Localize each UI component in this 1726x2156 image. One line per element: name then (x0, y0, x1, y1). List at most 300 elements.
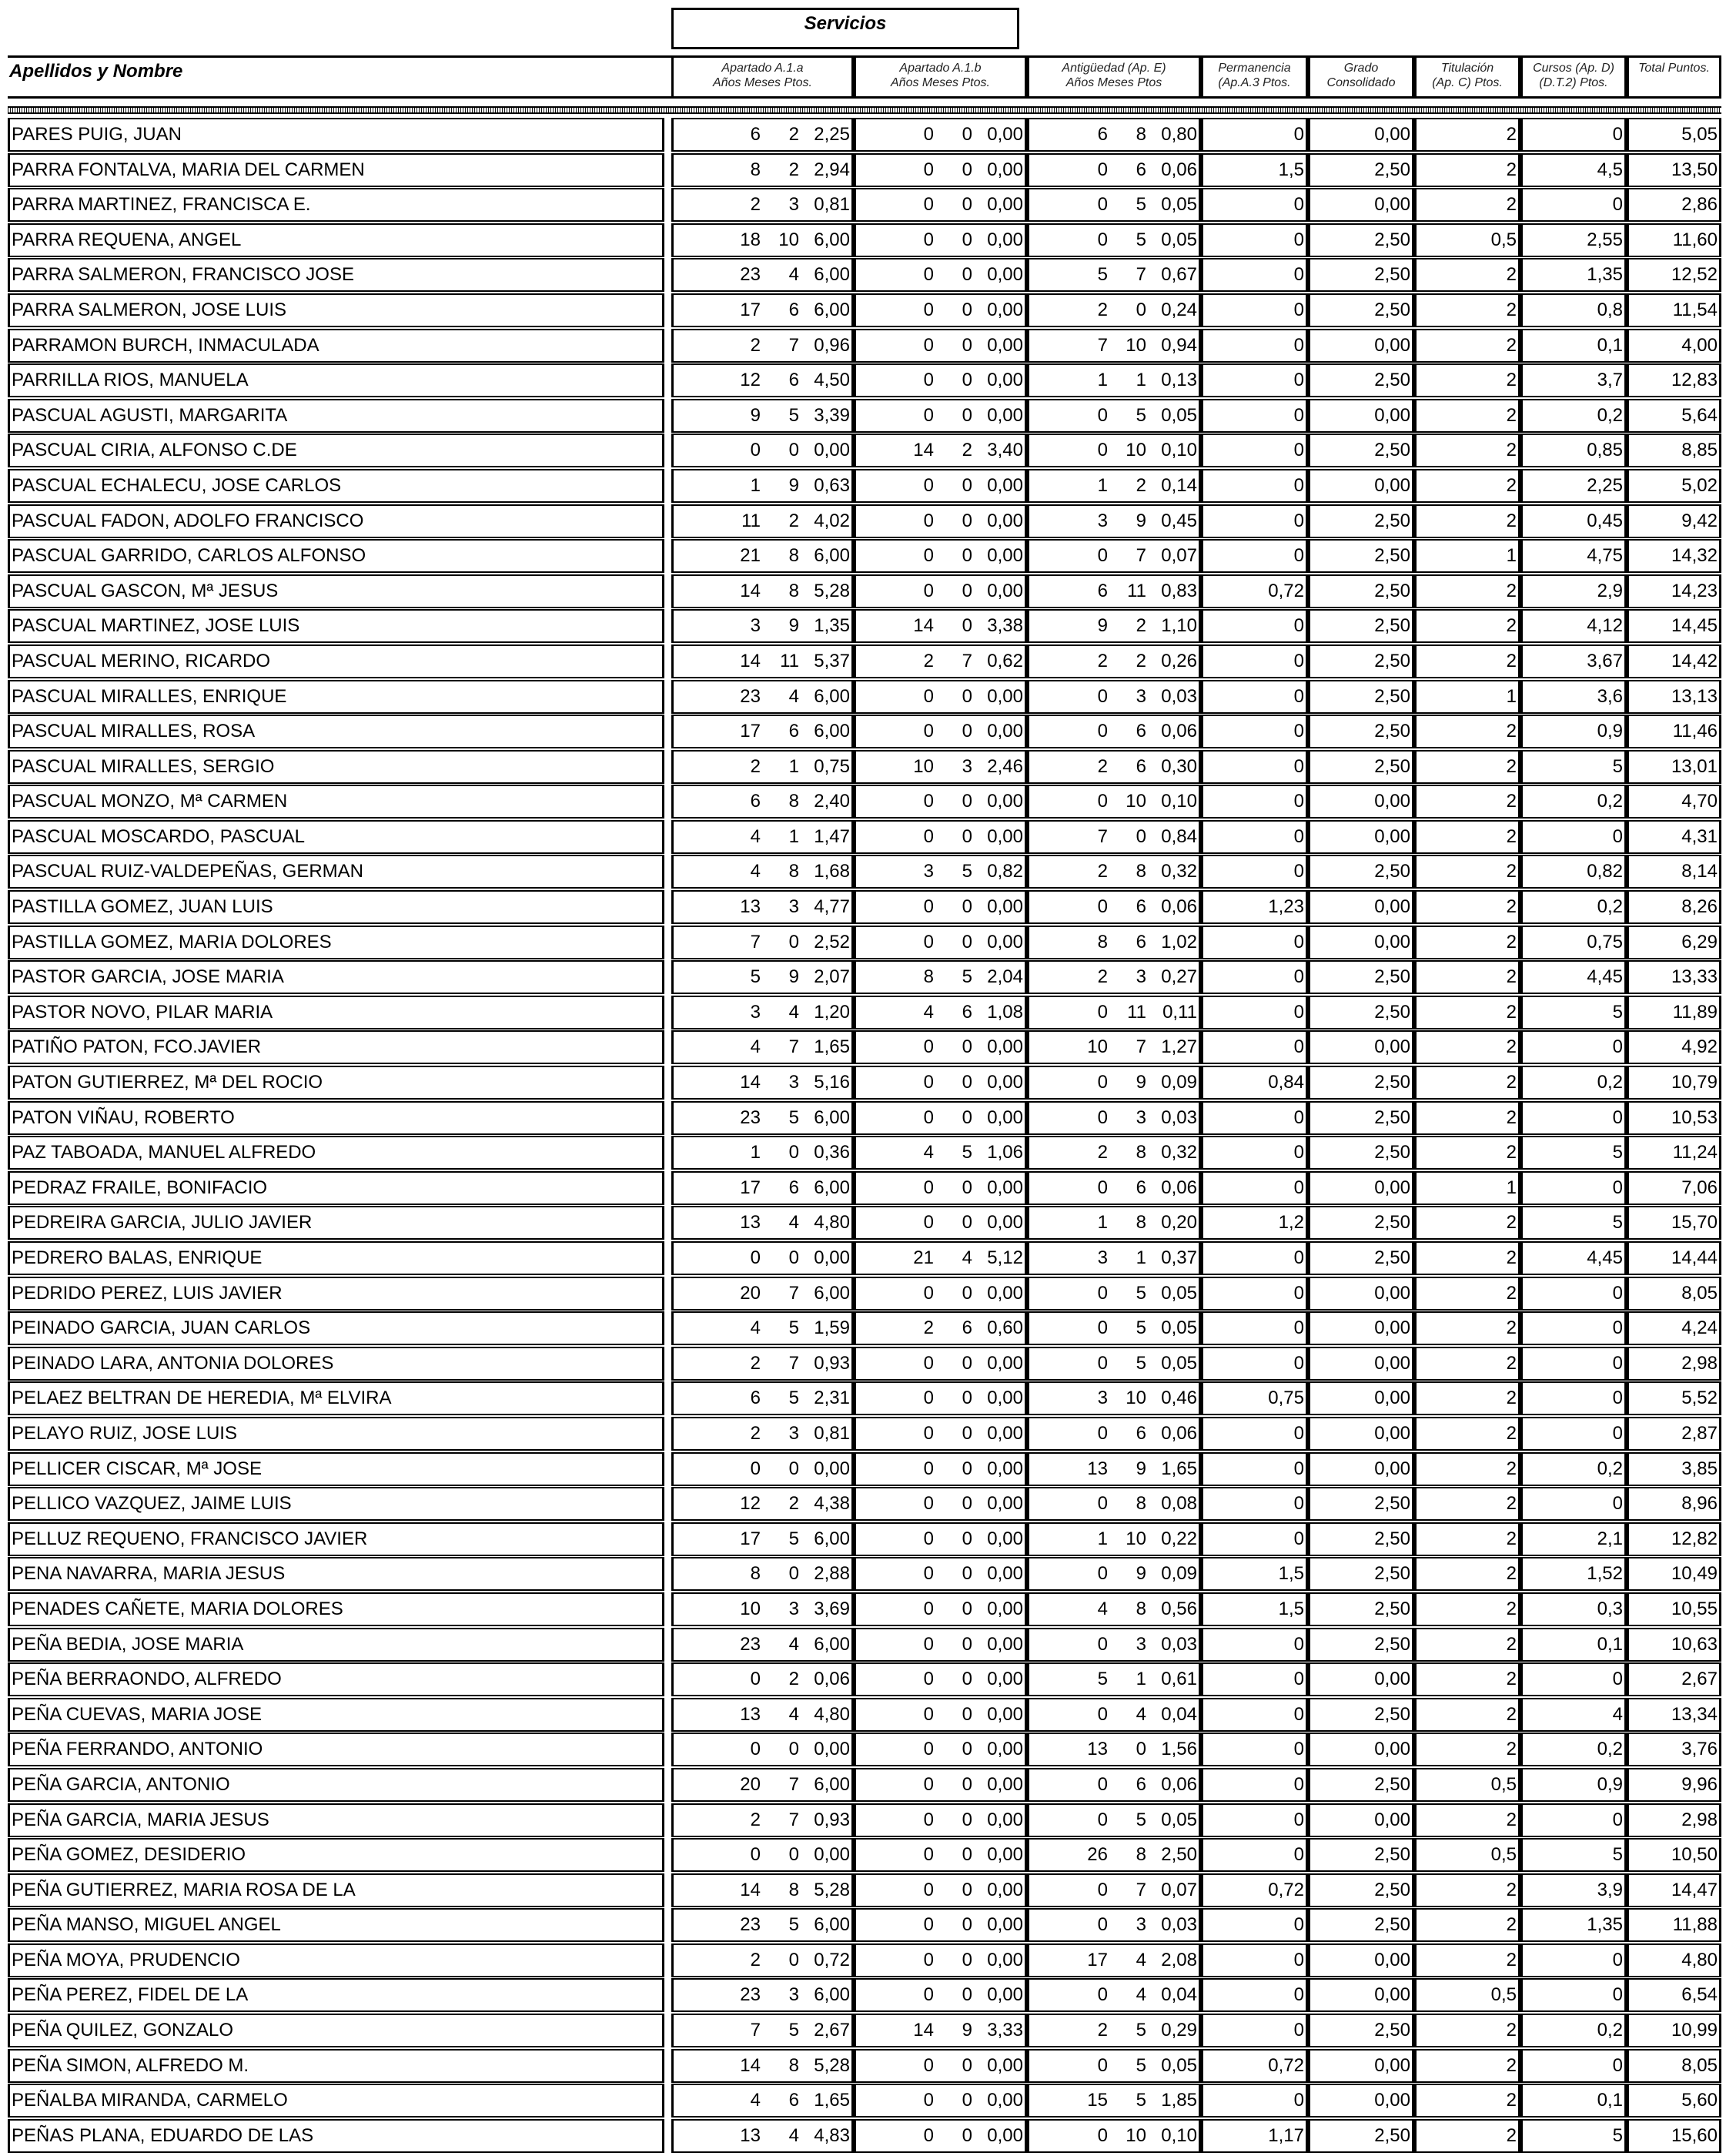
cell-titulacion: 2 (1414, 1381, 1520, 1415)
value-months: 3 (788, 194, 799, 216)
cell-total: 14,23 (1627, 574, 1721, 608)
cell-name: PASCUAL MERINO, RICARDO (8, 644, 664, 678)
cell-a1a (671, 1592, 854, 1626)
cell-a1b (854, 1171, 1027, 1205)
value-points: 0,00 (987, 1879, 1023, 1900)
table-row (8, 2014, 1721, 2049)
value-months: 1 (1136, 1669, 1146, 1690)
value-points: 1,65 (1161, 1458, 1197, 1479)
value-years: 1 (750, 1142, 761, 1163)
cell-titulacion: 2 (1414, 118, 1520, 152)
cell-permanencia: 1,23 (1201, 890, 1308, 924)
header-a1a-line1: Apartado A.1.a (721, 62, 804, 75)
cell-antiguedad (1027, 2014, 1201, 2047)
cell-total: 4,00 (1627, 329, 1721, 363)
value-points: 0,36 (814, 1142, 850, 1163)
cell-antiguedad (1027, 960, 1201, 994)
value-years: 0 (1097, 545, 1108, 567)
header-a1b-line1: Apartado A.1.b (899, 62, 982, 75)
value-points: 0,14 (1161, 474, 1197, 496)
value-months: 10 (1126, 791, 1146, 812)
value-points: 1,27 (1161, 1036, 1197, 1058)
cell-name: PEINADO GARCIA, JUAN CARLOS (8, 1311, 664, 1345)
cell-a1a (671, 1381, 854, 1415)
value-points: 0,00 (987, 1352, 1023, 1374)
cell-grado: 2,50 (1308, 2014, 1414, 2047)
cell-permanencia: 0 (1201, 1452, 1308, 1486)
value-years: 14 (913, 615, 934, 637)
value-points: 0,00 (987, 1703, 1023, 1725)
value-years: 0 (1097, 1317, 1108, 1339)
cell-cursos: 0 (1520, 1978, 1627, 2012)
value-years: 11 (741, 510, 761, 531)
cell-antiguedad (1027, 1768, 1201, 1802)
value-years: 0 (923, 159, 934, 180)
value-years: 14 (913, 440, 934, 461)
value-points: 0,60 (987, 1317, 1023, 1339)
cell-antiguedad (1027, 1628, 1201, 1662)
table-row (8, 153, 1721, 189)
cell-name: PEDRAZ FRAILE, BONIFACIO (8, 1171, 664, 1205)
value-years: 0 (923, 1422, 934, 1444)
table-row (8, 539, 1721, 574)
cell-titulacion: 2 (1414, 1452, 1520, 1486)
cell-a1a (671, 1487, 854, 1521)
value-years: 13 (1087, 1458, 1108, 1479)
cell-grado: 0,00 (1308, 1943, 1414, 1977)
value-months: 2 (788, 124, 799, 145)
cell-a1a (671, 890, 854, 924)
value-points: 0,03 (1161, 1106, 1197, 1128)
cell-a1a (671, 293, 854, 327)
value-months: 4 (788, 2124, 799, 2146)
cell-a1a (671, 1452, 854, 1486)
value-months: 0 (962, 124, 972, 145)
value-years: 0 (923, 685, 934, 707)
cell-permanencia: 0 (1201, 1978, 1308, 2012)
value-years: 8 (923, 966, 934, 988)
cell-permanencia: 0 (1201, 2084, 1308, 2118)
cell-cursos: 0,2 (1520, 890, 1627, 924)
cell-total: 2,98 (1627, 1347, 1721, 1381)
value-years: 10 (913, 755, 934, 777)
cell-antiguedad (1027, 188, 1201, 222)
value-points: 0,06 (814, 1669, 850, 1690)
value-months: 7 (788, 334, 799, 356)
value-months: 8 (1136, 1493, 1146, 1515)
value-months: 4 (788, 1633, 799, 1655)
value-months: 0 (962, 2090, 972, 2111)
cell-titulacion: 2 (1414, 258, 1520, 292)
value-points: 6,00 (814, 545, 850, 567)
cell-grado: 2,50 (1308, 855, 1414, 889)
value-points: 5,37 (814, 650, 850, 671)
value-points: 0,00 (987, 1036, 1023, 1058)
cell-cursos: 0 (1520, 1381, 1627, 1415)
value-years: 2 (1097, 650, 1108, 671)
cell-antiguedad (1027, 1452, 1201, 1486)
value-years: 0 (1097, 1914, 1108, 1936)
value-years: 0 (923, 1773, 934, 1795)
cell-cursos: 3,9 (1520, 1873, 1627, 1907)
value-points: 6,00 (814, 685, 850, 707)
value-years: 0 (923, 1388, 934, 1409)
value-years: 14 (740, 580, 761, 601)
value-points: 0,93 (814, 1809, 850, 1830)
cell-titulacion: 2 (1414, 1417, 1520, 1451)
cell-name: PASCUAL MOSCARDO, PASCUAL (8, 820, 664, 854)
cell-antiguedad (1027, 1206, 1201, 1240)
value-years: 6 (1097, 124, 1108, 145)
value-years: 23 (740, 1106, 761, 1128)
cell-a1a (671, 1873, 854, 1907)
cell-a1a (671, 1662, 854, 1696)
cell-cursos: 0 (1520, 1101, 1627, 1135)
value-points: 0,10 (1161, 791, 1197, 812)
value-years: 21 (913, 1247, 934, 1268)
table-row (8, 1557, 1721, 1592)
cell-grado: 2,50 (1308, 1908, 1414, 1942)
value-years: 0 (923, 1914, 934, 1936)
value-months: 0 (962, 1669, 972, 1690)
value-months: 0 (788, 1142, 799, 1163)
cell-total: 2,67 (1627, 1662, 1721, 1696)
value-months: 4 (788, 685, 799, 707)
value-points: 3,38 (987, 615, 1023, 637)
value-months: 0 (962, 1984, 972, 2006)
table-row (8, 1417, 1721, 1452)
value-points: 0,30 (1161, 755, 1197, 777)
cell-permanencia: 1,2 (1201, 1206, 1308, 1240)
cell-titulacion: 2 (1414, 1592, 1520, 1626)
cell-name: PASCUAL MIRALLES, ENRIQUE (8, 680, 664, 714)
cell-permanencia: 0 (1201, 644, 1308, 678)
cell-permanencia: 1,5 (1201, 153, 1308, 187)
value-months: 5 (1136, 1809, 1146, 1830)
value-months: 7 (788, 1352, 799, 1374)
cell-grado: 0,00 (1308, 118, 1414, 152)
cell-cursos: 1,35 (1520, 1908, 1627, 1942)
value-points: 6,00 (814, 1914, 850, 1936)
value-years: 3 (1097, 510, 1108, 531)
cell-total: 14,32 (1627, 539, 1721, 573)
cell-total: 8,96 (1627, 1487, 1721, 1521)
cell-a1b (854, 1768, 1027, 1802)
value-years: 0 (923, 124, 934, 145)
value-months: 0 (962, 931, 972, 952)
cell-antiguedad (1027, 1311, 1201, 1345)
header-grado-line2: Consolidado (1326, 76, 1396, 89)
table-row (8, 1628, 1721, 1663)
value-years: 8 (750, 1563, 761, 1585)
table-row (8, 2119, 1721, 2154)
value-points: 0,00 (987, 1949, 1023, 1970)
cell-total: 13,50 (1627, 153, 1721, 187)
cell-a1a (671, 153, 854, 187)
cell-a1a (671, 1241, 854, 1275)
value-years: 23 (740, 1914, 761, 1936)
value-points: 0,05 (1161, 194, 1197, 216)
value-months: 8 (1136, 1598, 1146, 1619)
value-months: 3 (1136, 1633, 1146, 1655)
value-years: 0 (923, 1739, 934, 1760)
value-points: 0,24 (1161, 299, 1197, 320)
cell-total: 10,99 (1627, 2014, 1721, 2047)
value-years: 17 (740, 1528, 761, 1549)
value-points: 0,10 (1161, 2124, 1197, 2146)
value-months: 6 (1136, 755, 1146, 777)
value-years: 0 (1097, 1177, 1108, 1198)
value-points: 4,02 (814, 510, 850, 531)
value-points: 1,56 (1161, 1739, 1197, 1760)
cell-antiguedad (1027, 1417, 1201, 1451)
cell-cursos: 1,35 (1520, 258, 1627, 292)
value-years: 0 (1097, 1879, 1108, 1900)
value-points: 0,82 (987, 861, 1023, 882)
cell-titulacion: 2 (1414, 1732, 1520, 1766)
cell-a1b (854, 223, 1027, 257)
value-points: 0,00 (987, 1739, 1023, 1760)
value-years: 1 (1097, 474, 1108, 496)
value-points: 0,05 (1161, 229, 1197, 250)
cell-a1b (854, 1311, 1027, 1345)
value-months: 2 (788, 1493, 799, 1515)
cell-total: 13,33 (1627, 960, 1721, 994)
cell-permanencia: 0 (1201, 293, 1308, 327)
value-months: 0 (962, 1879, 972, 1900)
value-months: 5 (788, 1317, 799, 1339)
cell-grado: 0,00 (1308, 469, 1414, 503)
value-months: 0 (962, 1388, 972, 1409)
cell-cursos: 0 (1520, 118, 1627, 152)
value-months: 6 (1136, 721, 1146, 742)
header-permanencia (1201, 58, 1308, 96)
cell-name: PEÑAS PLANA, EDUARDO DE LAS (8, 2119, 664, 2153)
value-years: 13 (740, 2124, 761, 2146)
cell-a1a (671, 329, 854, 363)
value-points: 4,38 (814, 1493, 850, 1515)
value-months: 6 (788, 299, 799, 320)
cell-grado: 2,50 (1308, 1592, 1414, 1626)
cell-antiguedad (1027, 926, 1201, 959)
cell-cursos: 0,2 (1520, 1066, 1627, 1100)
cell-a1a (671, 434, 854, 467)
value-points: 0,06 (1161, 721, 1197, 742)
cell-name: PEÑA BERRAONDO, ALFREDO (8, 1662, 664, 1696)
cell-cursos: 3,67 (1520, 644, 1627, 678)
cell-a1b (854, 1452, 1027, 1486)
cell-a1a (671, 2049, 854, 2083)
value-months: 0 (962, 1072, 972, 1093)
value-months: 8 (1136, 1212, 1146, 1234)
table-row (8, 258, 1721, 293)
cell-total: 4,24 (1627, 1311, 1721, 1345)
value-years: 4 (750, 825, 761, 847)
value-points: 0,03 (1161, 1914, 1197, 1936)
value-years: 0 (1097, 1809, 1108, 1830)
cell-name: PARRA FONTALVA, MARIA DEL CARMEN (8, 153, 664, 187)
value-points: 6,00 (814, 1106, 850, 1128)
value-years: 2 (750, 1949, 761, 1970)
cell-name: PELAYO RUIZ, JOSE LUIS (8, 1417, 664, 1451)
value-months: 0 (962, 1773, 972, 1795)
cell-grado: 0,00 (1308, 890, 1414, 924)
cell-name: PENA NAVARRA, MARIA JESUS (8, 1557, 664, 1591)
cell-titulacion: 2 (1414, 2119, 1520, 2153)
cell-titulacion: 2 (1414, 1311, 1520, 1345)
value-months: 8 (1136, 861, 1146, 882)
value-months: 3 (788, 1422, 799, 1444)
value-years: 4 (923, 1001, 934, 1023)
cell-antiguedad (1027, 469, 1201, 503)
value-points: 0,00 (987, 510, 1023, 531)
cell-titulacion: 2 (1414, 820, 1520, 854)
value-points: 0,00 (987, 1914, 1023, 1936)
header-cursos-line2: (D.T.2) Ptos. (1539, 76, 1608, 89)
value-points: 0,00 (987, 825, 1023, 847)
cell-cursos: 0,2 (1520, 1732, 1627, 1766)
cell-total: 14,45 (1627, 609, 1721, 643)
table-row (8, 750, 1721, 785)
value-months: 7 (962, 650, 972, 671)
value-years: 3 (923, 861, 934, 882)
header-tit-line1: Titulación (1440, 62, 1494, 75)
value-points: 0,00 (987, 334, 1023, 356)
cell-total: 5,60 (1627, 2084, 1721, 2118)
value-years: 0 (923, 1177, 934, 1198)
cell-titulacion: 2 (1414, 1487, 1520, 1521)
cell-a1b (854, 1381, 1027, 1415)
value-months: 3 (788, 1984, 799, 2006)
value-months: 0 (962, 1422, 972, 1444)
cell-total: 14,42 (1627, 644, 1721, 678)
value-years: 0 (923, 510, 934, 531)
value-points: 0,00 (814, 1844, 850, 1866)
cell-total: 4,80 (1627, 1943, 1721, 1977)
value-points: 0,00 (987, 1072, 1023, 1093)
cell-titulacion: 1 (1414, 1171, 1520, 1205)
cell-permanencia: 0 (1201, 1030, 1308, 1064)
cell-permanencia: 0 (1201, 188, 1308, 222)
table-row (8, 820, 1721, 855)
value-years: 23 (740, 1984, 761, 2006)
cell-total: 11,54 (1627, 293, 1721, 327)
cell-grado: 0,00 (1308, 926, 1414, 959)
cell-total: 10,63 (1627, 1628, 1721, 1662)
cell-a1b (854, 1417, 1027, 1451)
cell-a1a (671, 1030, 854, 1064)
value-points: 0,00 (987, 404, 1023, 426)
value-years: 0 (1097, 721, 1108, 742)
cell-cursos: 0 (1520, 1171, 1627, 1205)
value-points: 0,00 (987, 370, 1023, 391)
value-points: 0,00 (987, 685, 1023, 707)
cell-a1a (671, 363, 854, 397)
value-months: 0 (962, 1598, 972, 1619)
cell-total: 6,54 (1627, 1978, 1721, 2012)
cell-cursos: 0,82 (1520, 855, 1627, 889)
cell-titulacion: 2 (1414, 1347, 1520, 1381)
header-grado-line1: Grado (1343, 62, 1379, 75)
value-months: 5 (788, 404, 799, 426)
value-points: 0,00 (814, 1458, 850, 1479)
cell-name: PEÑALBA MIRANDA, CARMELO (8, 2084, 664, 2118)
cell-total: 11,88 (1627, 1908, 1721, 1942)
cell-name: PASCUAL AGUSTI, MARGARITA (8, 399, 664, 433)
cell-titulacion: 2 (1414, 1943, 1520, 1977)
cell-cursos: 0 (1520, 1662, 1627, 1696)
cell-total: 5,05 (1627, 118, 1721, 152)
table-row (8, 469, 1721, 504)
table-row (8, 223, 1721, 259)
value-years: 0 (923, 1493, 934, 1515)
value-years: 2 (750, 755, 761, 777)
value-points: 0,00 (987, 1106, 1023, 1128)
cell-name: PARRAMON BURCH, INMACULADA (8, 329, 664, 363)
value-points: 0,00 (987, 1669, 1023, 1690)
cell-name: PARRA MARTINEZ, FRANCISCA E. (8, 188, 664, 222)
servicios-banner: Servicios (671, 8, 1019, 49)
cell-grado: 0,00 (1308, 1171, 1414, 1205)
cell-name: PASTILLA GOMEZ, MARIA DOLORES (8, 926, 664, 959)
cell-titulacion: 2 (1414, 1908, 1520, 1942)
value-years: 14 (740, 650, 761, 671)
cell-titulacion: 2 (1414, 399, 1520, 433)
cell-total: 15,70 (1627, 1206, 1721, 1240)
value-points: 4,80 (814, 1212, 850, 1234)
value-years: 10 (1087, 1036, 1108, 1058)
cell-permanencia: 0 (1201, 2014, 1308, 2047)
cell-titulacion: 0,5 (1414, 1838, 1520, 1872)
cell-grado: 0,00 (1308, 399, 1414, 433)
value-months: 0 (962, 264, 972, 286)
table-row (8, 715, 1721, 750)
cell-permanencia: 0 (1201, 434, 1308, 467)
value-years: 0 (750, 1844, 761, 1866)
value-years: 5 (750, 966, 761, 988)
cell-name: PASTILLA GOMEZ, JUAN LUIS (8, 890, 664, 924)
value-months: 6 (962, 1001, 972, 1023)
cell-total: 10,55 (1627, 1592, 1721, 1626)
cell-name: PEÑA GARCIA, ANTONIO (8, 1768, 664, 1802)
cell-a1a (671, 644, 854, 678)
value-years: 2 (750, 194, 761, 216)
cell-cursos: 0,85 (1520, 434, 1627, 467)
cell-cursos: 0,2 (1520, 2014, 1627, 2047)
cell-antiguedad (1027, 1030, 1201, 1064)
table-row (8, 1136, 1721, 1171)
value-points: 0,00 (987, 1388, 1023, 1409)
value-points: 3,40 (987, 440, 1023, 461)
cell-total: 4,92 (1627, 1030, 1721, 1064)
cell-titulacion: 2 (1414, 504, 1520, 538)
cell-total: 8,14 (1627, 855, 1721, 889)
cell-antiguedad (1027, 1803, 1201, 1837)
value-months: 0 (962, 229, 972, 250)
cell-a1b (854, 574, 1027, 608)
value-years: 18 (740, 229, 761, 250)
cell-permanencia: 0,75 (1201, 1381, 1308, 1415)
cell-cursos: 0,2 (1520, 1452, 1627, 1486)
value-years: 0 (1097, 896, 1108, 918)
value-years: 5 (1097, 264, 1108, 286)
cell-titulacion: 2 (1414, 1206, 1520, 1240)
value-points: 2,07 (814, 966, 850, 988)
value-months: 5 (1136, 2090, 1146, 2111)
cell-grado: 2,50 (1308, 1628, 1414, 1662)
cell-cursos: 5 (1520, 1136, 1627, 1170)
value-points: 0,00 (987, 229, 1023, 250)
